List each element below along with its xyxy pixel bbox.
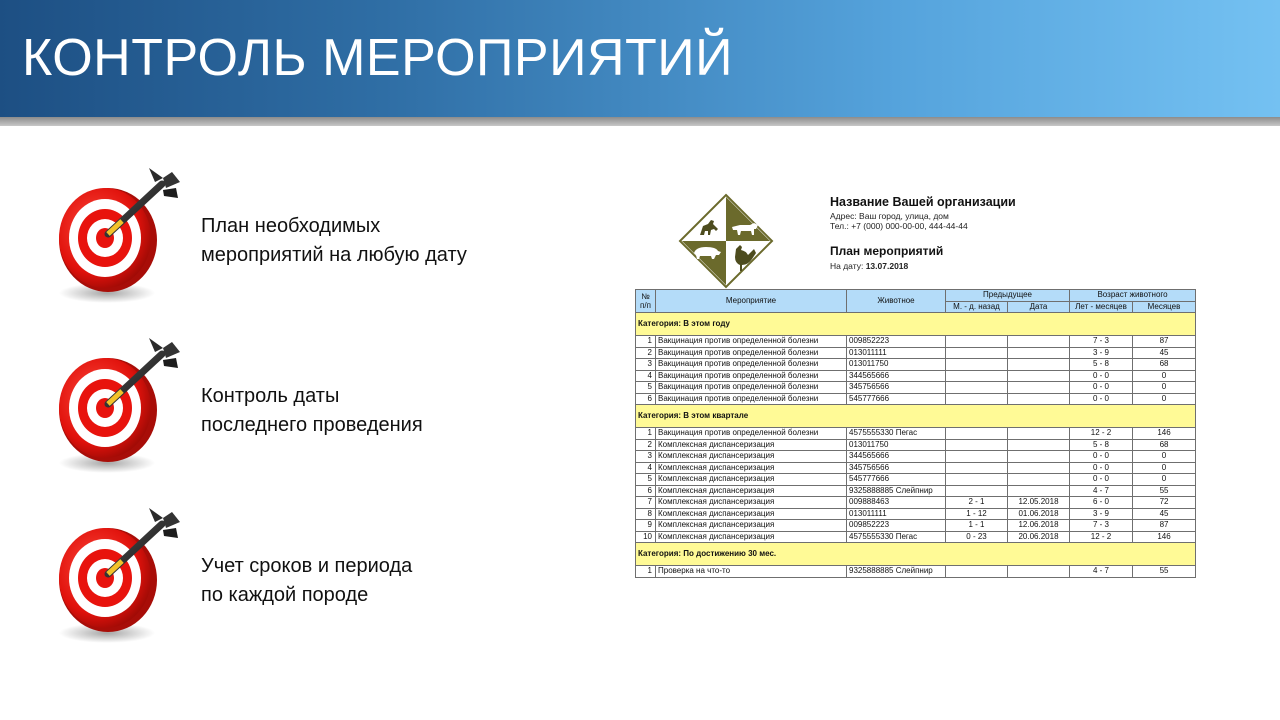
cell-num: 5: [636, 474, 656, 486]
event-plan-document: [630, 185, 1200, 590]
feature-text: [201, 382, 423, 440]
organization-name: Название Вашей организации: [830, 195, 1016, 209]
table-row: [636, 370, 1196, 382]
cell-age-m: 0: [1133, 393, 1196, 405]
cell-num: 3: [636, 451, 656, 463]
cell-animal: 4575555330 Пегас: [847, 531, 946, 543]
cell-animal: 545777666: [847, 474, 946, 486]
cell-age-ym: 12 - 2: [1070, 531, 1133, 543]
cell-age-ym: 7 - 3: [1070, 336, 1133, 348]
table-row: [636, 393, 1196, 405]
cell-event: Вакцинация против определенной болезни: [656, 393, 847, 405]
cell-age-m: 68: [1133, 439, 1196, 451]
plan-title: План мероприятий: [830, 244, 944, 258]
table-row: [636, 382, 1196, 394]
table-row: [636, 428, 1196, 440]
cell-num: 3: [636, 359, 656, 371]
header-num: № п/п: [636, 290, 656, 313]
table-row: [636, 531, 1196, 543]
slide-header: [0, 0, 1280, 117]
cell-age-m: 45: [1133, 347, 1196, 359]
cell-event: Комплексная диспансеризация: [656, 462, 847, 474]
cell-event: Комплексная диспансеризация: [656, 451, 847, 463]
cell-age-ym: 6 - 0: [1070, 497, 1133, 509]
table-row: [636, 359, 1196, 371]
cell-age-ym: 4 - 7: [1070, 566, 1133, 578]
cell-animal: 9325888885 Слейпнир: [847, 566, 946, 578]
plan-date-value: 13.07.2018: [865, 261, 909, 271]
cell-age-m: 72: [1133, 497, 1196, 509]
cell-event: Комплексная диспансеризация: [656, 531, 847, 543]
target-icon: [50, 338, 190, 478]
header-age-ym: Лет - месяцев: [1070, 301, 1133, 313]
cell-prev-date: 12.05.2018: [1008, 497, 1070, 509]
cell-animal: 4575555330 Пегас: [847, 428, 946, 440]
cell-animal: 344565666: [847, 451, 946, 463]
cell-num: 8: [636, 508, 656, 520]
cell-age-m: 0: [1133, 370, 1196, 382]
cell-prev-date: 12.06.2018: [1008, 520, 1070, 532]
cell-prev-ago: [946, 359, 1008, 371]
farm-animals-logo-icon: [678, 193, 774, 289]
cell-age-ym: 5 - 8: [1070, 439, 1133, 451]
header-prev-ago: М. - д. назад: [946, 301, 1008, 313]
cell-event: Вакцинация против определенной болезни: [656, 336, 847, 348]
cell-animal: 009888463: [847, 497, 946, 509]
cell-age-m: 55: [1133, 485, 1196, 497]
header-animal: Животное: [847, 290, 946, 313]
cell-event: Комплексная диспансеризация: [656, 485, 847, 497]
cell-age-m: 87: [1133, 520, 1196, 532]
category-row: [636, 313, 1196, 336]
cell-num: 10: [636, 531, 656, 543]
cell-prev-ago: [946, 393, 1008, 405]
header-age: Возраст животного: [1070, 290, 1196, 302]
feature-line: мероприятий на любую дату: [201, 244, 467, 266]
cell-animal: 013011750: [847, 359, 946, 371]
cell-num: 5: [636, 382, 656, 394]
cell-age-ym: 0 - 0: [1070, 451, 1133, 463]
cell-prev-date: [1008, 347, 1070, 359]
cell-prev-ago: [946, 474, 1008, 486]
event-plan-body: [636, 313, 1196, 578]
cell-age-ym: 3 - 9: [1070, 508, 1133, 520]
cell-event: Комплексная диспансеризация: [656, 508, 847, 520]
table-row: [636, 462, 1196, 474]
cell-prev-date: [1008, 474, 1070, 486]
cell-event: Вакцинация против определенной болезни: [656, 347, 847, 359]
cell-prev-ago: [946, 382, 1008, 394]
cell-event: Вакцинация против определенной болезни: [656, 382, 847, 394]
cell-event: Комплексная диспансеризация: [656, 497, 847, 509]
cell-age-m: 146: [1133, 428, 1196, 440]
cell-num: 6: [636, 485, 656, 497]
feature-item: [50, 168, 530, 308]
cell-age-ym: 0 - 0: [1070, 382, 1133, 394]
cell-num: 1: [636, 566, 656, 578]
cell-event: Комплексная диспансеризация: [656, 520, 847, 532]
organization-phone: Тел.: +7 (000) 000-00-00, 444-44-44: [830, 221, 968, 231]
cell-prev-ago: 0 - 23: [946, 531, 1008, 543]
table-row: [636, 520, 1196, 532]
event-plan-table: [635, 289, 1196, 578]
cell-num: 2: [636, 347, 656, 359]
feature-line: Контроль даты: [201, 385, 340, 407]
cell-age-ym: 0 - 0: [1070, 474, 1133, 486]
cell-animal: 545777666: [847, 393, 946, 405]
cell-age-ym: 12 - 2: [1070, 428, 1133, 440]
category-row: [636, 405, 1196, 428]
cell-prev-ago: [946, 439, 1008, 451]
cell-prev-date: [1008, 370, 1070, 382]
cell-age-ym: 3 - 9: [1070, 347, 1133, 359]
cell-prev-ago: [946, 566, 1008, 578]
cell-age-m: 146: [1133, 531, 1196, 543]
table-row: [636, 566, 1196, 578]
header-previous: Предыдущее: [946, 290, 1070, 302]
category-row: [636, 543, 1196, 566]
table-row: [636, 336, 1196, 348]
cell-prev-ago: [946, 451, 1008, 463]
table-row: [636, 508, 1196, 520]
cell-prev-date: [1008, 359, 1070, 371]
cell-prev-ago: [946, 485, 1008, 497]
cell-age-m: 0: [1133, 451, 1196, 463]
cell-prev-date: [1008, 462, 1070, 474]
cell-prev-ago: [946, 462, 1008, 474]
cell-age-ym: 0 - 0: [1070, 370, 1133, 382]
cell-prev-ago: [946, 370, 1008, 382]
cell-animal: 345756566: [847, 462, 946, 474]
cell-age-ym: 4 - 7: [1070, 485, 1133, 497]
cell-age-m: 87: [1133, 336, 1196, 348]
table-row: [636, 485, 1196, 497]
cell-age-ym: 5 - 8: [1070, 359, 1133, 371]
cell-prev-ago: 1 - 12: [946, 508, 1008, 520]
cell-animal: 009852223: [847, 336, 946, 348]
cell-prev-date: 01.06.2018: [1008, 508, 1070, 520]
header-divider: [0, 117, 1280, 126]
cell-event: Комплексная диспансеризация: [656, 474, 847, 486]
plan-date-label: На дату:: [830, 261, 864, 271]
feature-text: [201, 212, 467, 270]
cell-age-m: 0: [1133, 474, 1196, 486]
cell-num: 4: [636, 462, 656, 474]
cell-animal: 009852223: [847, 520, 946, 532]
cell-event: Вакцинация против определенной болезни: [656, 370, 847, 382]
target-icon: [50, 168, 190, 308]
feature-line: План необходимых: [201, 215, 381, 237]
table-row: [636, 347, 1196, 359]
slide-title: КОНТРОЛЬ МЕРОПРИЯТИЙ: [22, 29, 734, 87]
cell-event: Вакцинация против определенной болезни: [656, 428, 847, 440]
cell-num: 6: [636, 393, 656, 405]
header-prev-date: Дата: [1008, 301, 1070, 313]
cell-prev-ago: 1 - 1: [946, 520, 1008, 532]
table-row: [636, 474, 1196, 486]
cell-animal: 013011111: [847, 508, 946, 520]
cell-animal: 9325888885 Слейпнир: [847, 485, 946, 497]
table-row: [636, 451, 1196, 463]
cell-age-ym: 0 - 0: [1070, 393, 1133, 405]
cell-age-m: 55: [1133, 566, 1196, 578]
table-row: [636, 439, 1196, 451]
cell-prev-date: [1008, 382, 1070, 394]
cell-prev-date: [1008, 566, 1070, 578]
feature-item: [50, 338, 530, 478]
cell-animal: 345756566: [847, 382, 946, 394]
cell-age-m: 68: [1133, 359, 1196, 371]
cell-animal: 013011111: [847, 347, 946, 359]
feature-text: [201, 552, 412, 610]
cell-event: Комплексная диспансеризация: [656, 439, 847, 451]
cell-num: 1: [636, 428, 656, 440]
feature-line: последнего проведения: [201, 414, 423, 436]
cell-prev-date: 20.06.2018: [1008, 531, 1070, 543]
feature-line: Учет сроков и периода: [201, 555, 413, 577]
cell-animal: 344565666: [847, 370, 946, 382]
cell-event: Вакцинация против определенной болезни: [656, 359, 847, 371]
category-label: Категория: По достижению 30 мес.: [636, 543, 1196, 566]
cell-num: 1: [636, 336, 656, 348]
cell-prev-date: [1008, 439, 1070, 451]
cell-prev-date: [1008, 336, 1070, 348]
cell-age-m: 0: [1133, 382, 1196, 394]
cell-event: Проверка на что-то: [656, 566, 847, 578]
header-event: Мероприятие: [656, 290, 847, 313]
header-age-m: Месяцев: [1133, 301, 1196, 313]
plan-date: [830, 261, 908, 271]
feature-line: по каждой породе: [201, 584, 369, 606]
organization-address: Адрес: Ваш город, улица, дом: [830, 211, 949, 221]
cell-prev-ago: [946, 336, 1008, 348]
cell-age-m: 45: [1133, 508, 1196, 520]
cell-prev-ago: [946, 428, 1008, 440]
feature-item: [50, 508, 530, 648]
cell-animal: 013011750: [847, 439, 946, 451]
category-label: Категория: В этом квартале: [636, 405, 1196, 428]
target-icon: [50, 508, 190, 648]
cell-num: 2: [636, 439, 656, 451]
cell-prev-date: [1008, 451, 1070, 463]
cell-age-m: 0: [1133, 462, 1196, 474]
cell-age-ym: 7 - 3: [1070, 520, 1133, 532]
cell-num: 9: [636, 520, 656, 532]
cell-prev-date: [1008, 485, 1070, 497]
cell-num: 4: [636, 370, 656, 382]
cell-num: 7: [636, 497, 656, 509]
category-label: Категория: В этом году: [636, 313, 1196, 336]
cell-age-ym: 0 - 0: [1070, 462, 1133, 474]
table-row: [636, 497, 1196, 509]
cell-prev-ago: [946, 347, 1008, 359]
cell-prev-ago: 2 - 1: [946, 497, 1008, 509]
cell-prev-date: [1008, 393, 1070, 405]
cell-prev-date: [1008, 428, 1070, 440]
